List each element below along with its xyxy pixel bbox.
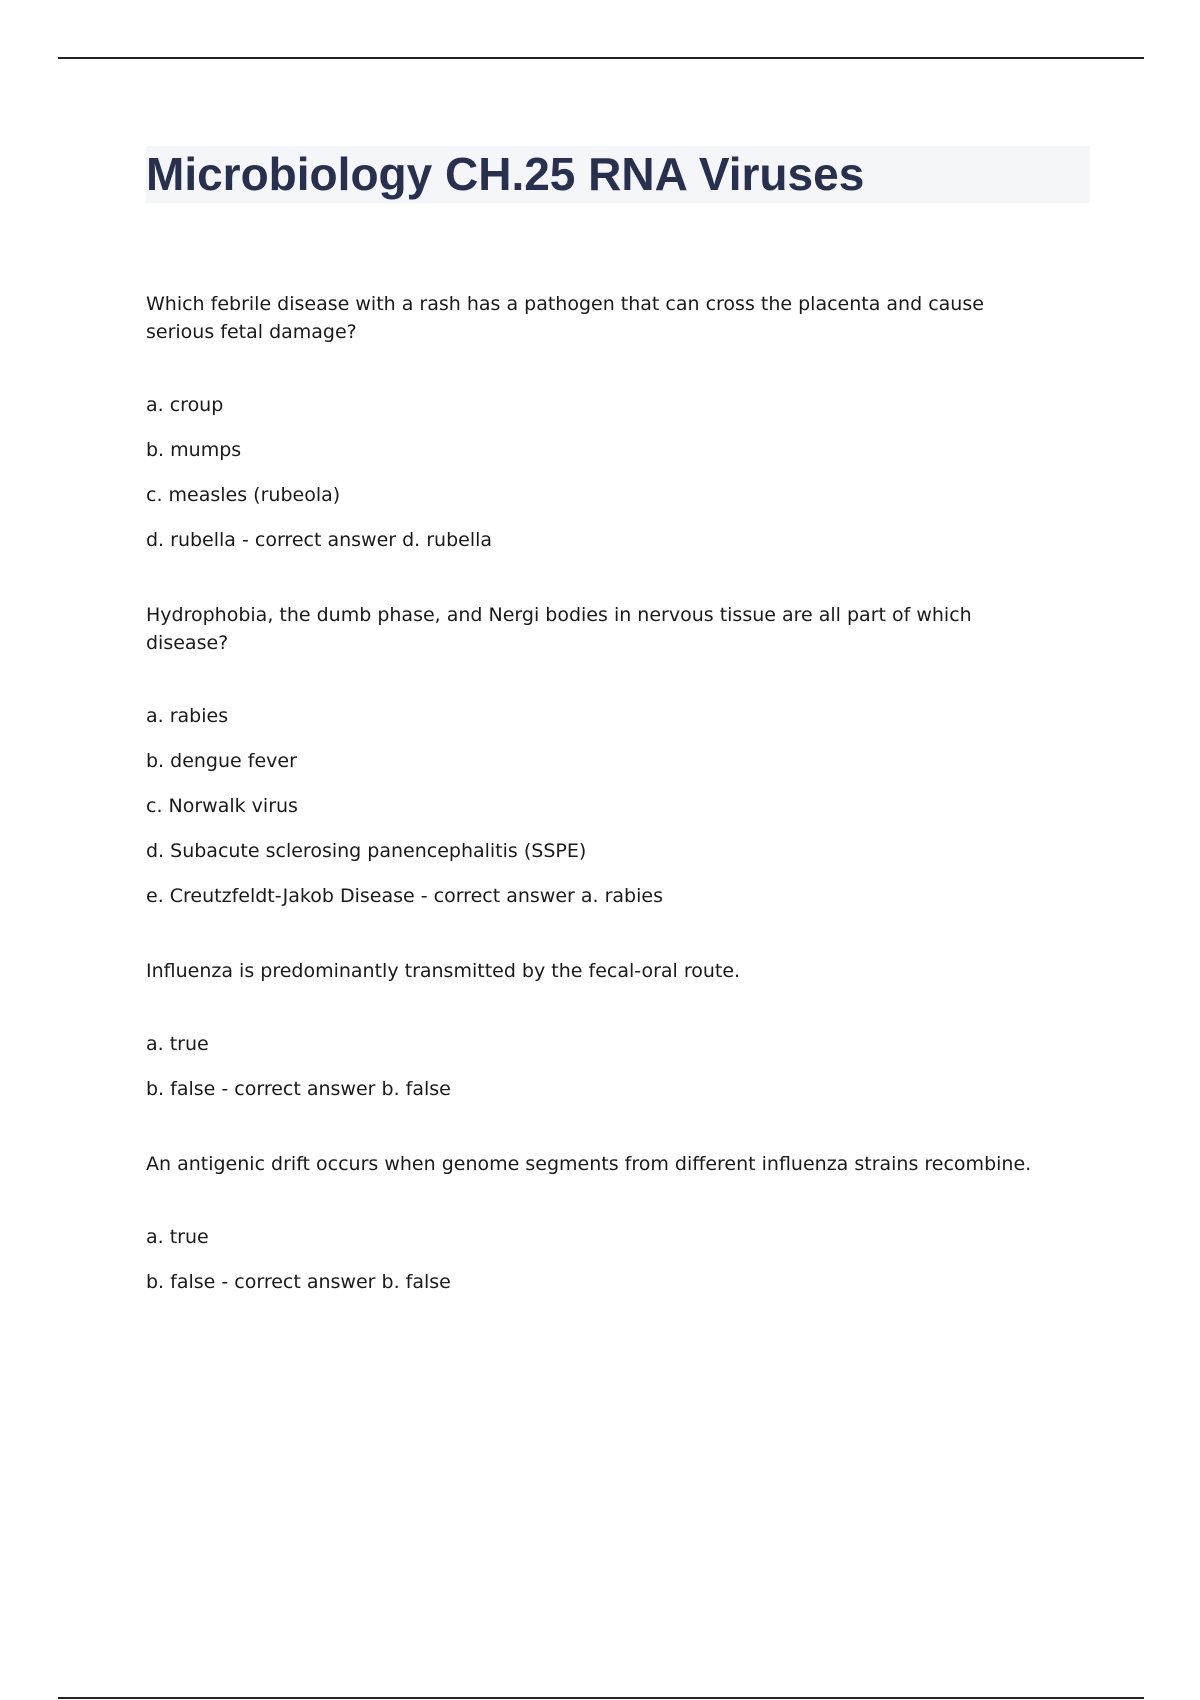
answer-option: c. measles (rubeola) — [146, 484, 341, 506]
answer-option: d. rubella - correct answer d. rubella — [146, 529, 493, 551]
question-text: Hydrophobia, the dumb phase, and Nergi bodies in nervous tissue are all part of which disease? — [146, 604, 972, 654]
answer-option: d. Subacute sclerosing panencephalitis (SSPE) — [146, 840, 587, 862]
answer-option: a. croup — [146, 394, 224, 416]
answer-option: c. Norwalk virus — [146, 795, 298, 817]
answer-option: e. Creutzfeldt-Jakob Disease - correct answer a. rabies — [146, 885, 663, 907]
question-2 — [146, 601, 1046, 909]
answer-option: a. rabies — [146, 705, 229, 727]
question-4 — [146, 1150, 1046, 1295]
page-title: Microbiology CH.25 RNA Viruses — [146, 148, 865, 200]
question-3 — [146, 957, 1046, 1102]
answer-option: b. dengue fever — [146, 750, 297, 772]
question-text: An antigenic drift occurs when genome segments from different influenza strains recombine. — [146, 1153, 1032, 1175]
answer-option: b. mumps — [146, 439, 242, 461]
answer-option: b. false - correct answer b. false — [146, 1078, 451, 1100]
title-banner — [146, 146, 1090, 203]
answer-option: a. true — [146, 1033, 209, 1055]
question-list — [146, 290, 1046, 1314]
question-text: Which febrile disease with a rash has a pathogen that can cross the placenta and cause serious fetal damage? — [146, 293, 984, 343]
answer-option: a. true — [146, 1226, 209, 1248]
question-1 — [146, 290, 1046, 553]
bottom-rule — [58, 1697, 1144, 1699]
top-rule — [58, 57, 1144, 59]
answer-option: b. false - correct answer b. false — [146, 1271, 451, 1293]
question-text: Influenza is predominantly transmitted by the fecal-oral route. — [146, 960, 741, 982]
